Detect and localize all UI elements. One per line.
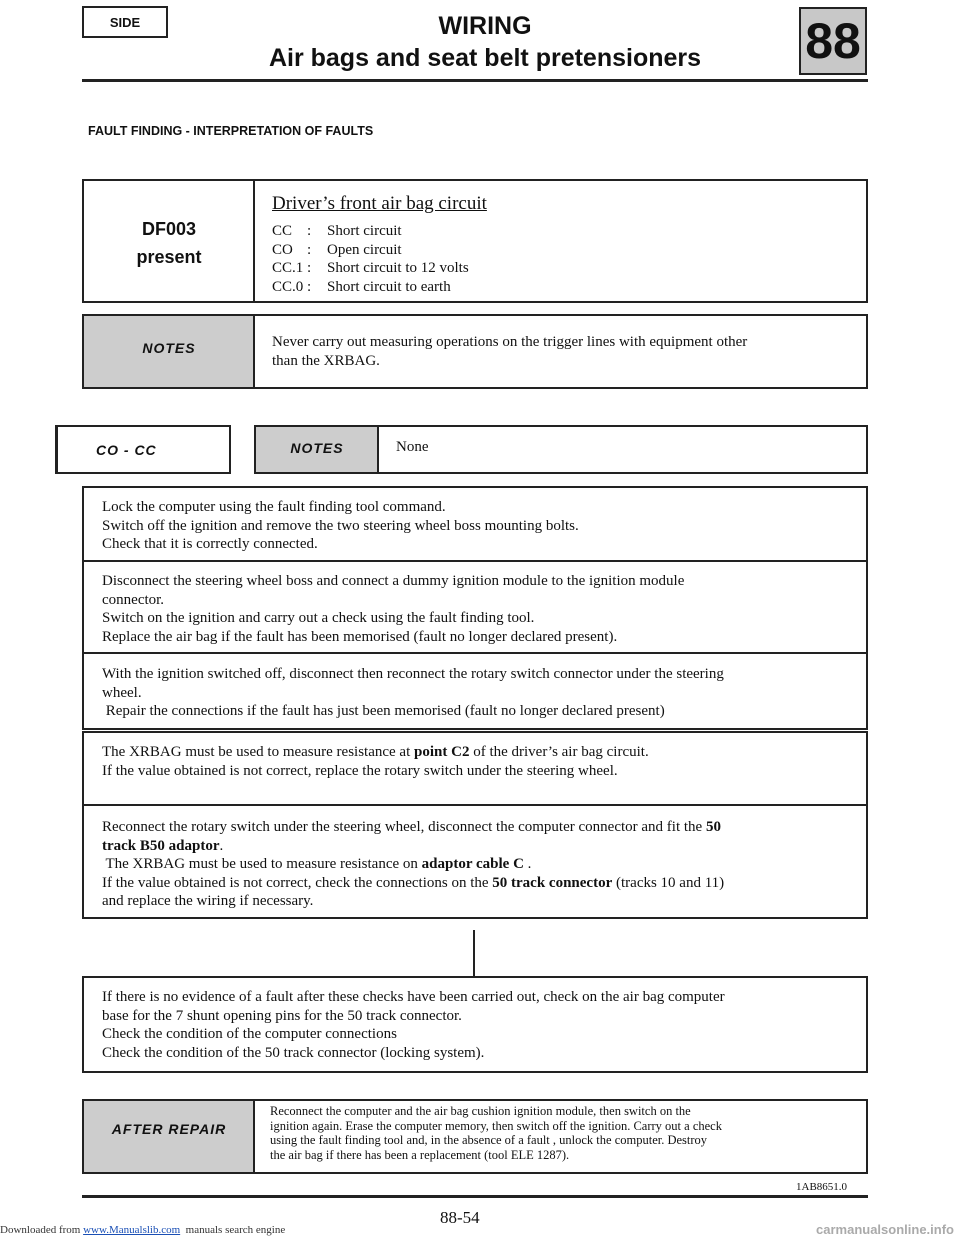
code-colon: : [307,260,312,276]
step-text-part: . [219,837,224,854]
code-value: Short circuit to 12 volts [327,260,469,276]
step-text-bold: track B50 adaptor [102,837,220,854]
code-colon: : [307,241,312,258]
step-line [102,818,846,837]
step-line: Check that it is correctly connected. [102,536,318,552]
footer-rule [82,1195,868,1198]
step-text-bold: adaptor cable C [421,856,524,872]
download-suffix: manuals search engine [180,1224,286,1236]
code-value: Short circuit to earth [327,278,451,295]
step-line: Lock the computer using the fault finding tool command. [102,499,446,515]
after-repair-line: using the fault finding tool and, in the absence of a fault , unlock the computer. Destroy [270,1133,708,1147]
page-subtitle: Air bags and seat belt pretensioners [268,44,702,72]
fault-code: DF003 [141,219,197,239]
code-key: CC.1 [272,260,304,276]
code-value: Short circuit [327,223,402,239]
step-line: and replace the wiring if necessary. [102,893,314,909]
manualslib-link[interactable]: www.Manualslib.com [83,1224,181,1236]
step-line: Repair the connections if the fault has just been memorised (fault no longer declared present) [102,703,665,719]
notes-line: Never carry out measuring operations on the trigger lines with equipment other [272,334,748,350]
after-repair-label: AFTER REPAIR [111,1121,227,1137]
notes-label: NOTES [142,340,196,356]
page-number: 88-54 [440,1208,480,1227]
page-title: WIRING [438,12,532,40]
fault-state: present [136,247,202,267]
step-line: If the value obtained is not correct, replace the rotary switch under the steering wheel. [102,762,618,779]
watermark: carmanualsonline.info [816,1222,954,1237]
step-box-1 [82,486,868,562]
notes-line: than the XRBAG. [272,352,380,369]
fault-code-block [84,215,254,271]
after-repair-text [270,1104,850,1162]
step-text-part: of the driver’s air bag circuit. [469,744,649,760]
step-text-part: The XRBAG must be used to measure resistance at [102,744,415,760]
code-colon: : [307,223,312,239]
after-repair-line: Reconnect the computer and the air bag cushion ignition module, then switch on the [270,1104,691,1118]
document-reference: 1AB8651.0 [796,1181,848,1193]
step-line: connector. [102,591,165,608]
step-line: If there is no evidence of a fault after these checks have been carried out, check on the air bag computer [102,989,725,1005]
side-tab: SIDE [82,6,168,38]
step-box-3 [82,652,868,730]
step-text-bold: point C2 [414,744,470,760]
notes-text [272,333,842,370]
step-box-5 [82,804,868,919]
code-colon: : [307,278,312,295]
step-line: Replace the air bag if the fault has been memorised (fault no longer declared present). [102,628,618,645]
step-text-bold: 50 [705,819,721,835]
step-line: Disconnect the steering wheel boss and connect a dummy ignition module to the ignition module [102,573,685,589]
step-line [102,837,846,856]
step-text-part: (tracks 10 and 11) [612,874,725,891]
fault-type-label: CO - CC [96,442,157,458]
step-box-4 [82,731,868,806]
step-line: Switch off the ignition and remove the two steering wheel boss mounting bolts. [102,517,579,534]
step-text-bold: 50 track connector [492,874,613,891]
section-heading: FAULT FINDING - INTERPRETATION OF FAULTS [88,124,374,138]
code-value: Open circuit [327,241,402,258]
after-repair-line: the air bag if there has been a replacement (tool ELE 1287). [270,1147,570,1162]
fault-title: Driver’s front air bag circuit [272,193,487,214]
step-line: base for the 7 shunt opening pins for the 50 track connector. [102,1007,462,1024]
step-line: Check the condition of the computer connections [102,1026,397,1042]
code-key: CC [272,223,293,239]
step-line [102,874,846,893]
code-key: CC.0 [272,278,304,295]
code-key: CO [272,241,293,258]
notes-label-2: NOTES [290,440,344,456]
flow-connector [473,930,475,977]
after-repair-line: ignition again. Erase the computer memory, then switch off the ignition. Carry out a check [270,1118,722,1133]
step-box-2 [82,560,868,654]
step-text-part: . [523,856,532,872]
step-box-6 [82,976,868,1073]
step-line: Check the condition of the 50 track connector (locking system). [102,1044,485,1061]
step-line [102,743,846,762]
download-notice [0,1224,285,1236]
step-text-part: If the value obtained is not correct, check the connections on the [102,874,493,891]
section-number-badge: 88 [799,7,867,75]
step-line: With the ignition switched off, disconnect then reconnect the rotary switch connector under the steering [102,666,724,682]
header-rule [82,79,868,82]
step-line: Switch on the ignition and carry out a check using the fault finding tool. [102,610,535,626]
step-line [102,855,846,874]
notes-text-2: None [396,439,429,455]
step-text-part: Reconnect the rotary switch under the steering wheel, disconnect the computer connector and fit the [102,819,706,835]
download-prefix: Downloaded from [0,1224,84,1236]
step-text-part: The XRBAG must be used to measure resistance on [102,856,422,872]
step-line: wheel. [102,684,142,701]
